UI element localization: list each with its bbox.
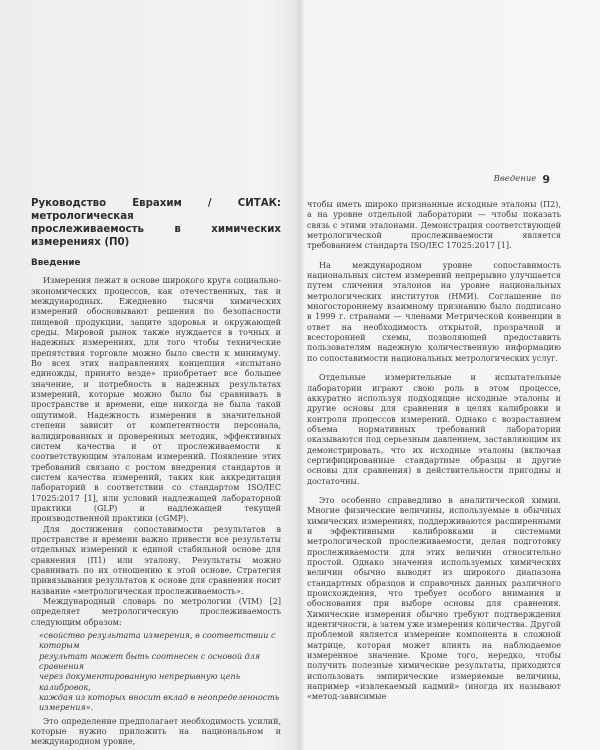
right-paragraph-3: Отдельные измерительные и испытательные лаборатории играют свою роль в этом процессе, аккуратно используя подходящие исходные эталоны и другие основы для сравнения в целях калибровки и контроля процессов измерений. Однако с возрастанием объема нормативных требований лаборатории оказываются под серьезным давлением, заставляющим их демонстрировать, что их исходные эталоны (включая сертифицированные стандартные образцы и другие основы для сравнения) в действительности пригодны и достаточны.: [307, 373, 561, 486]
intro-paragraph-1: Измерения лежат в основе широкого круга социально-экономических процессов, как отечественных, так и международных. Ежедневно тысячи химических измерений обосновывают решения по безопасности пищевой продукции, защите здоровья и окружающей среды. Мировой рынок также нуждается в точных и надежных измерениях, для того чтобы технические препятствия торговле можно было свести к минимуму. Во всех этих направлениях концепция «испытано единожды, принято везде» приобретает все большее значение, и потребность в надежных результатах измерений, которые можно было бы сравнивать в пространстве и времени, еще никогда не была такой ощутимой. Надежность измерения в значительной степени зависит от компетентности персонала, валидированных и проверенных методик, эффективных систем качества и от прослеживаемости к соответствующим эталонам измерений. Появление этих требований связано с ростом внедрения стандартов и систем качества измерений, таких как аккредитация лабораторий в соответствии со стандартом ISO/IEC 17025:2017 [1], или условий надлежащей лабораторной практики (GLP) и надлежащей текущей производственной практики (cGMP).: [31, 276, 281, 524]
intro-paragraph-4: Это определение предполагает необходимость усилий, которые нужно приложить на национальном и международном уровне,: [31, 716, 281, 747]
right-paragraph-1: чтобы иметь широко признанные исходные эталоны (П2), а на уровне отдельной лаборатории — чтобы показать связь с этими эталонами. Демонстрация соответствующей метрологической прослеживаемости является требованием стандарта ISO/IEC 17025:2017 [1].: [307, 200, 561, 251]
vim-definition-quote: [39, 631, 281, 714]
definition-line-3: через документированную непрерывную цепь калибровок,: [39, 672, 241, 692]
right-page-column: [307, 200, 561, 703]
page-number: 9: [542, 172, 550, 186]
article-title-line-1: Руководство Еврахим / СИТАК: метрологическая: [31, 198, 281, 222]
article-title: [31, 197, 281, 249]
definition-line-2: результат может быть соотнесен с основой для сравнения: [39, 651, 261, 672]
running-header-section: Введение: [493, 174, 537, 184]
intro-paragraph-3: Международный словарь по метрологии (VIM) [2] определяет метрологическую прослеживаемость следующим образом:: [31, 597, 281, 627]
right-paragraph-4: Это особенно справедливо в аналитической химии. Многие физические величины, используемые в обычных химических измерениях, поддерживаются расширенными и эффективными калибровками и системами метрологической прослеживаемости, делая подготовку прослеживаемости для этих величин относительно простой. Однако значения используемых химических величин обычно выводят из широкого диапазона стандартных образцов и справочных данных различного происхождения, что требует особого внимания и обоснования при выборе основы для сравнения. Химические измерения обычно требуют подтверждения идентичности, а затем уже измерения количества. Другой проблемой является измерение компонента в сложной матрице, которая может влиять на наблюдаемое измеренное значение. Кроме того, нередко, чтобы получить полезные химические результаты, приходится использовать эмпирические измеряемые величины, например «извлекаемый кадмий» (иногда их называют «метод-зависимые: [307, 495, 561, 702]
section-heading: Введение: [31, 258, 81, 268]
right-paragraph-2: На международном уровне сопоставимость национальных систем измерений непрерывно улучшается путем сличения эталонов на уровне национальных метрологических институтов (НМИ). Соглашение по многостороннему взаимному признанию было подписано в 1999 г. странами — членами Метрической конвенции в ответ на необходимость открытой, прозрачной и всесторонней схемы, позволяющей предоставить пользователям надежную количественную информацию по сопоставимости национальных метрологических услуг.: [307, 260, 561, 363]
article-title-line-2: прослеживаемость в химических измерениях (П0): [31, 224, 281, 248]
intro-paragraph-2: Для достижения сопоставимости результатов в пространстве и времени важно привести все результаты отдельных измерений к единой стабильной основе для сравнения (П1) или эталону. Результаты можно сравнивать по их отношению к этой основе. Стратегия привязывания результатов к основе для сравнения носит название «метрологическая прослеживаемость».: [31, 524, 281, 596]
crescent-ornament-icon: [529, 164, 551, 192]
left-page-column: [31, 197, 281, 748]
book-spine: [296, 0, 304, 750]
definition-line-4: каждая из которых вносит вклад в неопределенность измерения».: [39, 693, 280, 713]
definition-line-1: «свойство результата измерения, в соответствии с которым: [39, 631, 276, 651]
